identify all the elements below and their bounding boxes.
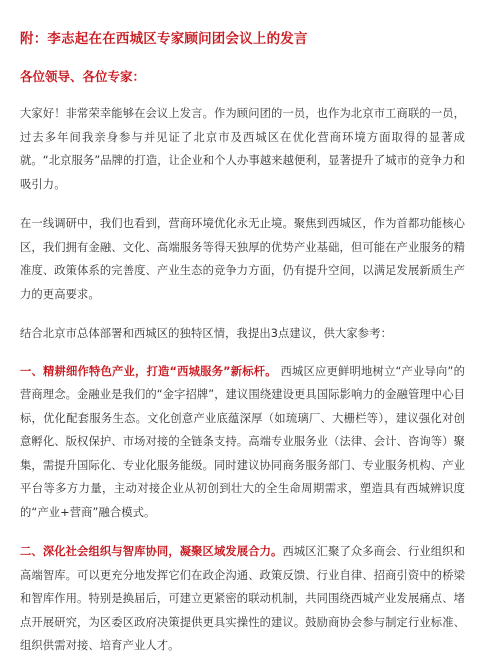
suggestion-1-heading: 一、精耕细作特色产业，打造“西城服务”新标杆。: [20, 364, 277, 378]
paragraph-suggestion-2: [20, 524, 465, 658]
suggestion-2-heading: 二、深化社会组织与智库协同，凝聚区域发展合力。: [20, 545, 283, 558]
suggestion-1-body: 西城区应更鲜明地树立“产业导向”的营商理念。金融业是我们的“金字招牌”，建议围绕建设更具国际影响力的金融管理中心目标，优化配套服务生态。文化创意产业底蕴深厚（如琉璃厂、大栅栏等），建议强化对创意孵化、版权保护、市场对接的全链条支持。高端专业服务业（法律、会计、咨询等）聚集，需提升国际化、专业化服务能级。同时建议协同商务服务部门、专业服务机构、产业平台等多方力量，主动对接企业从初创到壮大的全生命周期需求，塑造具有西城辨识度的“产业+营商”融合模式。: [20, 364, 465, 519]
paragraph-suggestion-1: [20, 346, 465, 525]
paragraph-suggestions-intro: 结合北京市总体部署和西城区的独特区情，我提出3点建议，供大家参考：: [20, 327, 392, 340]
article-title: 附：李志起在在西城区专家顾问团会议上的发言: [20, 31, 308, 47]
salutation: 各位领导、各位专家：: [20, 69, 146, 84]
paragraph-research: 在一线调研中，我们也看到，营商环境优化永无止境。聚焦到西城区，作为首都功能核心区，我们拥有金融、文化、高端服务等得天独厚的优势产业基础，但可能在产业服务的精准度、政策体系的完善度、产业生态的竞争力方面，仍有提升空间，以满足发展新质生产力的更高要求。: [20, 217, 465, 301]
paragraph-opening: 大家好！非常荣幸能够在会议上发言。作为顾问团的一员，也作为北京市工商联的一员，过去多年间我亲身参与并见证了北京市及西城区在优化营商环境方面取得的显著成就。“北京服务”品牌的打造，让企业和个人办事越来越便利，显著提升了城市的竞争力和吸引力。: [20, 107, 465, 191]
suggestion-2-body: 西城区汇聚了众多商会、行业组织和高端智库。可以更充分地发挥它们在政企沟通、政策反馈、行业自律、招商引资中的桥梁和智库作用。特别是换届后，可建立更紧密的联动机制，共同围绕西城产业发展痛点、堵点开展研究，为区委区政府决策提供更具实操性的建议。鼓励商协会参与制定行业标准、组织供需对接、培育产业人才。: [20, 545, 465, 652]
